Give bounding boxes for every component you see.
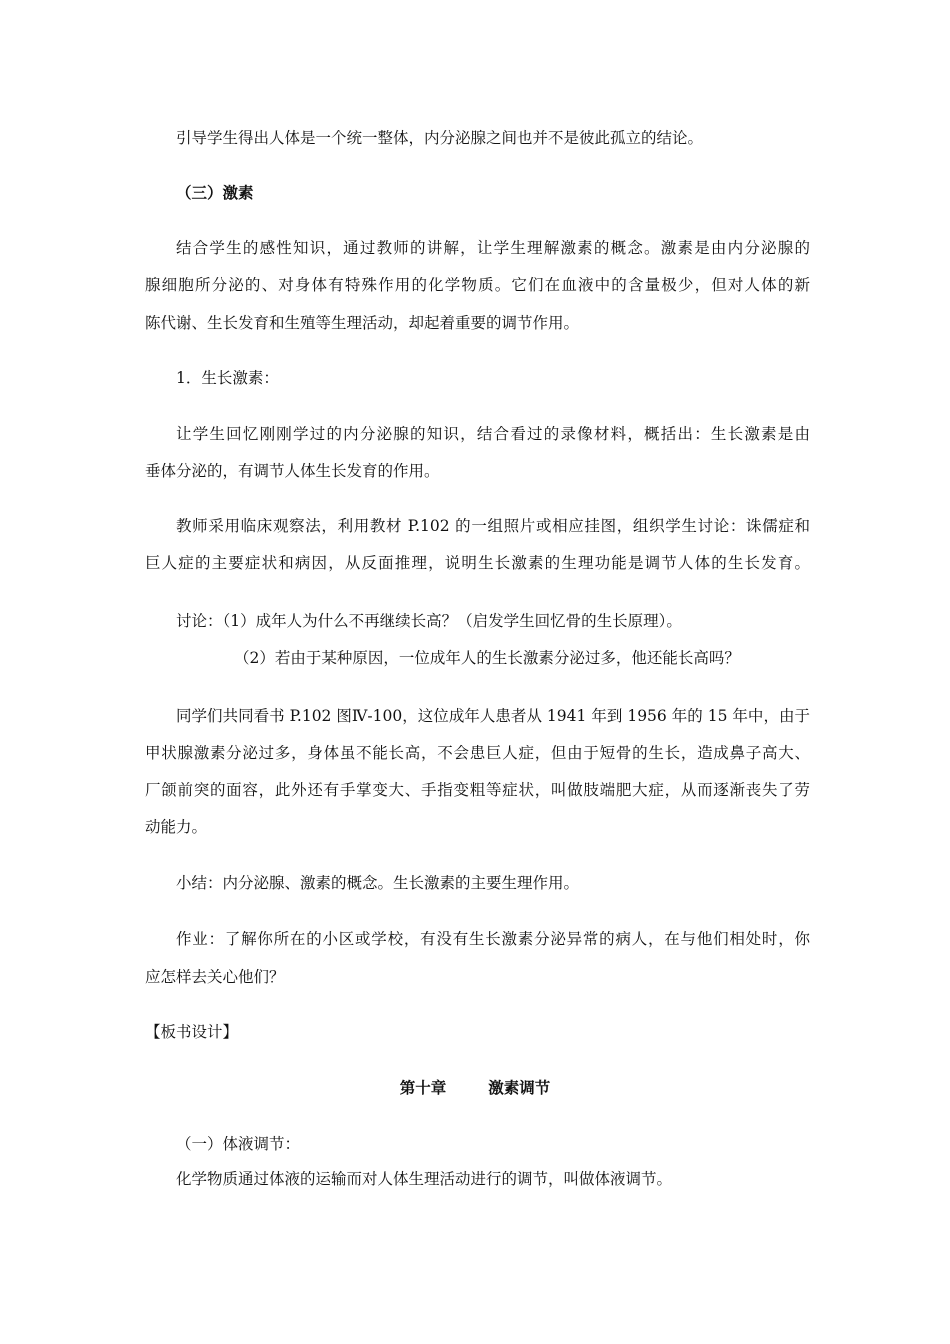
paragraph-acromegaly-line-2: 甲状腺激素分泌过多，身体虽不能长高，不会患巨人症，但由于短骨的生长，造成鼻子高大、 xyxy=(145,744,810,762)
paragraph-hormone-concept-line-1: 结合学生的感性知识，通过教师的讲解，让学生理解激素的概念。激素是由内分泌腺的 xyxy=(176,239,810,257)
discussion-question-1: 讨论：（1）成年人为什么不再继续长高？（启发学生回忆骨的生长原理）。 xyxy=(176,612,682,630)
subheading-growth-hormone: 1．生长激素： xyxy=(176,369,279,387)
paragraph-recall-line-1: 让学生回忆刚刚学过的内分泌腺的知识，结合看过的录像材料，概括出：生长激素是由 xyxy=(176,425,810,443)
chapter-title xyxy=(0,1077,950,1099)
section-humoral-regulation: （一）体液调节： xyxy=(176,1135,301,1153)
paragraph-homework-line-2: 应怎样去关心他们？ xyxy=(145,968,285,986)
paragraph-clinical-line-1: 教师采用临床观察法，利用教材 P.102 的一组照片或相应挂图，组织学生讨论：诛儒症和 xyxy=(176,517,810,535)
humoral-regulation-definition: 化学物质通过体液的运输而对人体生理活动进行的调节，叫做体液调节。 xyxy=(176,1170,673,1188)
section-heading-hormones: （三）激素 xyxy=(176,183,254,202)
paragraph-clinical-line-2: 巨人症的主要症状和病因，从反面推理，说明生长激素的生理功能是调节人体的生长发育。 xyxy=(145,554,810,572)
paragraph-summary: 小结：内分泌腺、激素的概念。生长激素的主要生理作用。 xyxy=(176,874,580,892)
chapter-number: 第十章 xyxy=(399,1078,447,1097)
paragraph-acromegaly-line-3: 厂颌前突的面容，此外还有手掌变大、手指变粗等症状，叫做肢端肥大症，从而逐渐丧失了劳 xyxy=(145,781,810,799)
paragraph-recall-line-2: 垂体分泌的，有调节人体生长发育的作用。 xyxy=(145,462,440,480)
paragraph-hormone-concept-line-3: 陈代谢、生长发育和生殖等生理活动，却起着重要的调节作用。 xyxy=(145,314,580,332)
paragraph-acromegaly-line-1: 同学们共同看书 P.102 图Ⅳ-100，这位成年人患者从 1941 年到 1956 年的 15 年中，由于 xyxy=(176,707,810,725)
paragraph-homework-line-1: 作业：了解你所在的小区或学校，有没有生长激素分泌异常的病人，在与他们相处时，你 xyxy=(176,930,810,948)
discussion-question-2: （2）若由于某种原因，一位成年人的生长激素分泌过多，他还能长高吗？ xyxy=(234,649,740,667)
paragraph-hormone-concept-line-2: 腺细胞所分泌的、对身体有特殊作用的化学物质。它们在血液中的含量极少，但对人体的新 xyxy=(145,276,810,294)
paragraph-acromegaly-line-4: 动能力。 xyxy=(145,818,208,836)
board-design-heading: 【板书设计】 xyxy=(145,1023,239,1041)
chapter-name: 激素调节 xyxy=(488,1078,551,1097)
paragraph-conclusion: 引导学生得出人体是一个统一整体，内分泌腺之间也并不是彼此孤立的结论。 xyxy=(176,129,704,147)
